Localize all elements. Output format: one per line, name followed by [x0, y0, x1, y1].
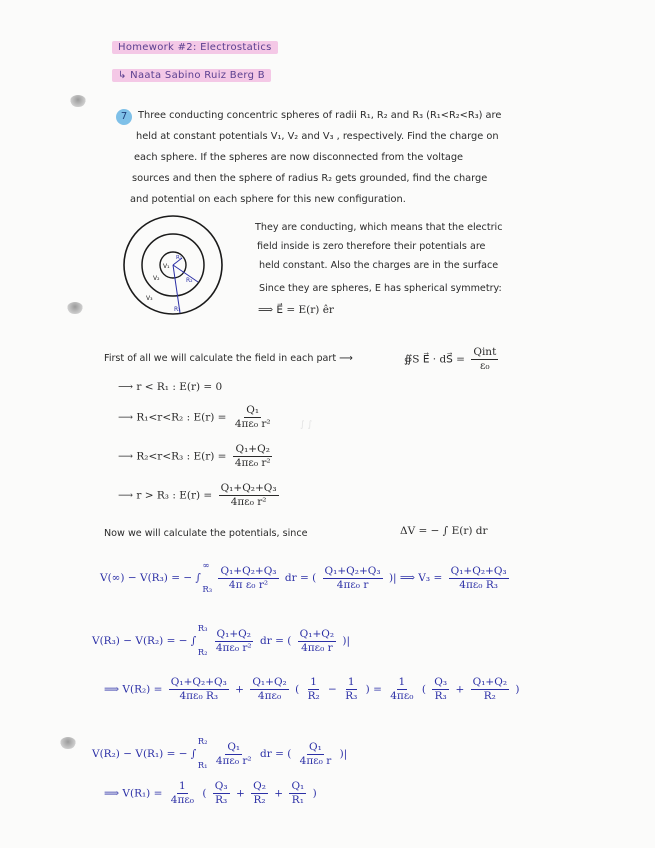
eq4-lhs: V(R₂) − V(R₁) = − ∫	[92, 748, 197, 760]
author-line: ↳ Naata Sabino Ruiz Berg B	[112, 69, 271, 82]
eq3-lhs: ⟹ V(R₂) =	[104, 683, 163, 696]
homework-title: Homework #2: Electrostatics	[112, 41, 278, 54]
eq2-limits	[198, 617, 208, 665]
eq5-a	[213, 780, 230, 807]
eq1-den: 4π ε₀ r²	[228, 578, 269, 591]
gauss-denominator: ε₀	[479, 360, 490, 372]
eq1-num: Q₁+Q₂+Q₃	[220, 564, 277, 577]
gauss-fraction	[471, 346, 498, 373]
case-4-text: ⟶ r > R₃ : E(r) =	[118, 489, 213, 502]
eq5-bd: R₂	[253, 794, 266, 806]
case-4-num: Q₁+Q₂+Q₃	[220, 482, 277, 494]
problem-line: Three conducting concentric spheres of radii R₁, R₂ and R₃ (R₁<R₂<R₃) are	[138, 110, 502, 121]
problem-line: and potential on each sphere for this new configuration.	[130, 194, 406, 205]
gauss-law	[404, 346, 501, 373]
case-4-fraction	[219, 482, 279, 509]
potential-eq-v3: V(∞) − V(R₃) = − ∫ ∞ R₃ $\frac{\text{Q₁+Q₂+Q₃}}{\text{4π ε₀ r²}}$ dr = ( $\frac{\text{Q₁+Q₂+Q₃}}{\text{4πε₀ r}}$ )| ⟹ V₃ = $\frac{\text{Q₁+Q₂+Q₃}}{\text{4πε₀ R₃}}$	[100, 554, 512, 602]
eq3-bn: 1	[347, 676, 355, 688]
eq5-lhs: ⟹ V(R₁) =	[104, 787, 163, 800]
eq1-limits	[202, 554, 212, 602]
eq1-rhs: ⟹ V₃ =	[399, 572, 443, 584]
concentric-spheres-diagram	[120, 210, 230, 320]
eq5-b	[251, 780, 268, 807]
eq3-term1	[169, 676, 229, 703]
eq1-result	[449, 565, 509, 592]
eq3-term2	[250, 676, 288, 703]
eq2-num2: Q₁+Q₂	[299, 627, 335, 640]
eq5-dn: Q₁	[291, 780, 305, 792]
eq3-t1d: 4πε₀ R₃	[179, 690, 219, 702]
eq4-den2: 4πε₀ r	[299, 754, 332, 767]
case-2-num: Q₁	[246, 404, 260, 416]
eq1-num2: Q₁+Q₂+Q₃	[324, 564, 381, 577]
eq3-cn: 1	[398, 676, 406, 688]
eq1-lhs: V(∞) − V(R₃) = − ∫	[100, 572, 201, 584]
case-3-text: ⟶ R₂<r<R₃ : E(r) =	[118, 450, 227, 463]
eq3-a	[306, 676, 322, 703]
eq2-upper: R₃	[197, 624, 208, 634]
binder-hole	[67, 302, 83, 314]
case-2-text: ⟶ R₁<r<R₂ : E(r) =	[118, 411, 227, 424]
eq3-plus: +	[235, 683, 244, 696]
eq3-paren: (	[295, 683, 300, 696]
eq4-den: 4πε₀ r²	[215, 754, 252, 767]
eq5-an: Q₃	[214, 780, 228, 792]
eq1-lower: R₃	[202, 585, 213, 595]
eq4-limits	[198, 730, 208, 778]
binder-hole	[70, 95, 86, 107]
eq1-upper: ∞	[202, 561, 210, 571]
eq3-c	[388, 676, 415, 703]
bleed-through-mark: ∫ ∫	[300, 420, 313, 430]
eq2-lower: R₂	[197, 648, 208, 658]
problem-number-badge: 7	[116, 109, 132, 125]
problem-line: held at constant potentials V₁, V₂ and V₃ , respectively. Find the charge on	[136, 131, 499, 142]
case-3-fraction	[233, 443, 273, 470]
eq5-ad: R₃	[215, 794, 228, 806]
eq3-b	[343, 676, 359, 703]
eq3-dn: Q₃	[434, 676, 448, 688]
eq3-eqs: ) =	[365, 683, 382, 696]
field-symmetry-result: ⟹ E⃗ = E(r) êr	[258, 304, 334, 316]
eq3-cd: 4πε₀	[390, 690, 414, 702]
eq5-d	[289, 780, 306, 807]
problem-line: sources and then the sphere of radius R₂ gets grounded, find the charge	[132, 173, 488, 184]
eq5-cd: 4πε₀	[170, 794, 194, 806]
eq3-en: Q₁+Q₂	[472, 676, 508, 688]
eq1-den2: 4πε₀ r	[336, 578, 369, 591]
field-case-1	[118, 381, 222, 393]
potential-eq-r2-r1: V(R₂) − V(R₁) = − ∫ R₂ R₁ $\frac{\text{Q₁}}{\text{4πε₀ r²}}$ dr = ( $\frac{\text{Q₁}}{\text{4πε₀ r}}$ )|	[92, 730, 347, 778]
eq3-ad: R₂	[307, 690, 320, 702]
eq3-d	[432, 676, 449, 703]
case-1-text: ⟶ r < R₁ : E(r) = 0	[118, 381, 223, 393]
eq5-c	[169, 780, 196, 807]
eq2-den2: 4πε₀ r	[301, 641, 333, 654]
potential-eq-r3-r2: V(R₃) − V(R₂) = − ∫ R₃ R₂ $\frac{\text{Q₁+Q₂}}{\text{4πε₀ r²}}$ dr = ( $\frac{\text{Q₁+Q₂}}{\text{4πε₀ r}}$ )|	[92, 617, 350, 665]
eq1-mid: dr = (	[284, 572, 317, 584]
gauss-lhs: ∯S E⃗ · dS⃗ =	[404, 353, 465, 366]
field-case-2	[118, 404, 276, 431]
field-case-3	[118, 443, 276, 470]
field-intro-text: First of all we will calculate the field in each part ⟶	[104, 353, 353, 364]
eq3-e	[471, 676, 509, 703]
potential-intro: Now we will calculate the potentials, since	[104, 528, 308, 539]
eq5-bn: Q₂	[253, 780, 266, 792]
eq3-minus: −	[328, 683, 337, 696]
note-line: field inside is zero therefore their potentials are	[257, 241, 486, 252]
potential-result-v2: ⟹ V(R₂) = $\frac{\text{Q₁+Q₂+Q₃}}{\text{4πε₀ R₃}}$ + $\frac{\text{Q₁+Q₂}}{\text{4πε₀}}$ ( $\frac{1}{\text{R₂}}$ − $\frac{1}{\text{R₃}}$ ) = $\frac{1}{\text{4πε₀}}$ ( $\frac{\text{Q₃}}{\text{R₃}}$ + $\frac{\text{Q₁+Q₂}}{\text{R₂}}$ )	[104, 676, 520, 702]
eq3-t1n: Q₁+Q₂+Q₃	[170, 676, 227, 688]
eq2-integrand	[214, 628, 254, 655]
eq2-den: 4πε₀ r²	[215, 641, 252, 654]
note-line: held constant. Also the charges are in the surface	[259, 260, 499, 271]
label-r1: R₁	[176, 255, 183, 261]
eq2-antiderivative	[298, 628, 336, 655]
case-2-fraction	[233, 404, 273, 431]
potential-definition: ΔV = − ∫ E(r) dr	[400, 525, 488, 537]
eq3-t2d: 4πε₀	[257, 690, 282, 702]
eq1-den3: 4πε₀ R₃	[459, 578, 498, 591]
eq3-t2n: Q₁+Q₂	[252, 676, 287, 688]
binder-hole	[60, 737, 76, 749]
label-r3: R₃	[174, 306, 181, 313]
eq4-lower: R₁	[197, 761, 208, 771]
potential-result-v1: ⟹ V(R₁) = $\frac{1}{\text{4πε₀}}$ ( $\frac{\text{Q₃}}{\text{R₃}}$ + $\frac{\text{Q₂}}{\text{R₂}}$ + $\frac{\text{Q₁}}{\text{R₁}}$ )	[104, 780, 317, 806]
eq4-num2: Q₁	[309, 740, 322, 753]
label-v3: V₃	[146, 295, 153, 302]
problem-line: each sphere. If the spheres are now disconnected from the voltage	[134, 152, 464, 163]
label-v2: V₂	[153, 275, 160, 282]
eq3-dd: R₃	[434, 690, 447, 702]
eq2-num: Q₁+Q₂	[216, 627, 251, 640]
case-3-den: 4πε₀ r²	[234, 457, 271, 469]
field-case-4	[118, 482, 282, 509]
eq5-cn: 1	[179, 780, 186, 792]
eq4-integrand	[214, 741, 254, 768]
eq3-an: 1	[310, 676, 317, 688]
eq1-antiderivative	[323, 565, 383, 592]
eq3-ed: R₂	[483, 690, 496, 702]
eq5-dd: R₁	[291, 794, 304, 806]
eq2-lhs: V(R₃) − V(R₂) = − ∫	[92, 635, 197, 647]
gauss-numerator: Qint	[473, 346, 497, 358]
eq1-num3: Q₁+Q₂+Q₃	[450, 564, 507, 577]
eq1-integrand	[218, 565, 278, 592]
note-line: Since they are spheres, E has spherical symmetry:	[259, 283, 502, 294]
case-3-num: Q₁+Q₂	[235, 443, 270, 455]
eq4-num: Q₁	[227, 740, 241, 753]
eq4-antiderivative	[298, 741, 334, 768]
eq4-mid: dr = (	[259, 748, 292, 760]
eq4-upper: R₂	[197, 737, 208, 747]
label-r2: R₂	[186, 277, 193, 284]
field-intro	[104, 353, 353, 364]
eq3-bd: R₃	[345, 690, 358, 702]
case-2-den: 4πε₀ r²	[234, 418, 271, 430]
label-v1: V₁	[163, 263, 170, 270]
eq2-mid: dr = (	[259, 635, 292, 647]
note-line: They are conducting, which means that the electric	[255, 222, 503, 233]
case-4-den: 4πε₀ r²	[230, 496, 267, 508]
